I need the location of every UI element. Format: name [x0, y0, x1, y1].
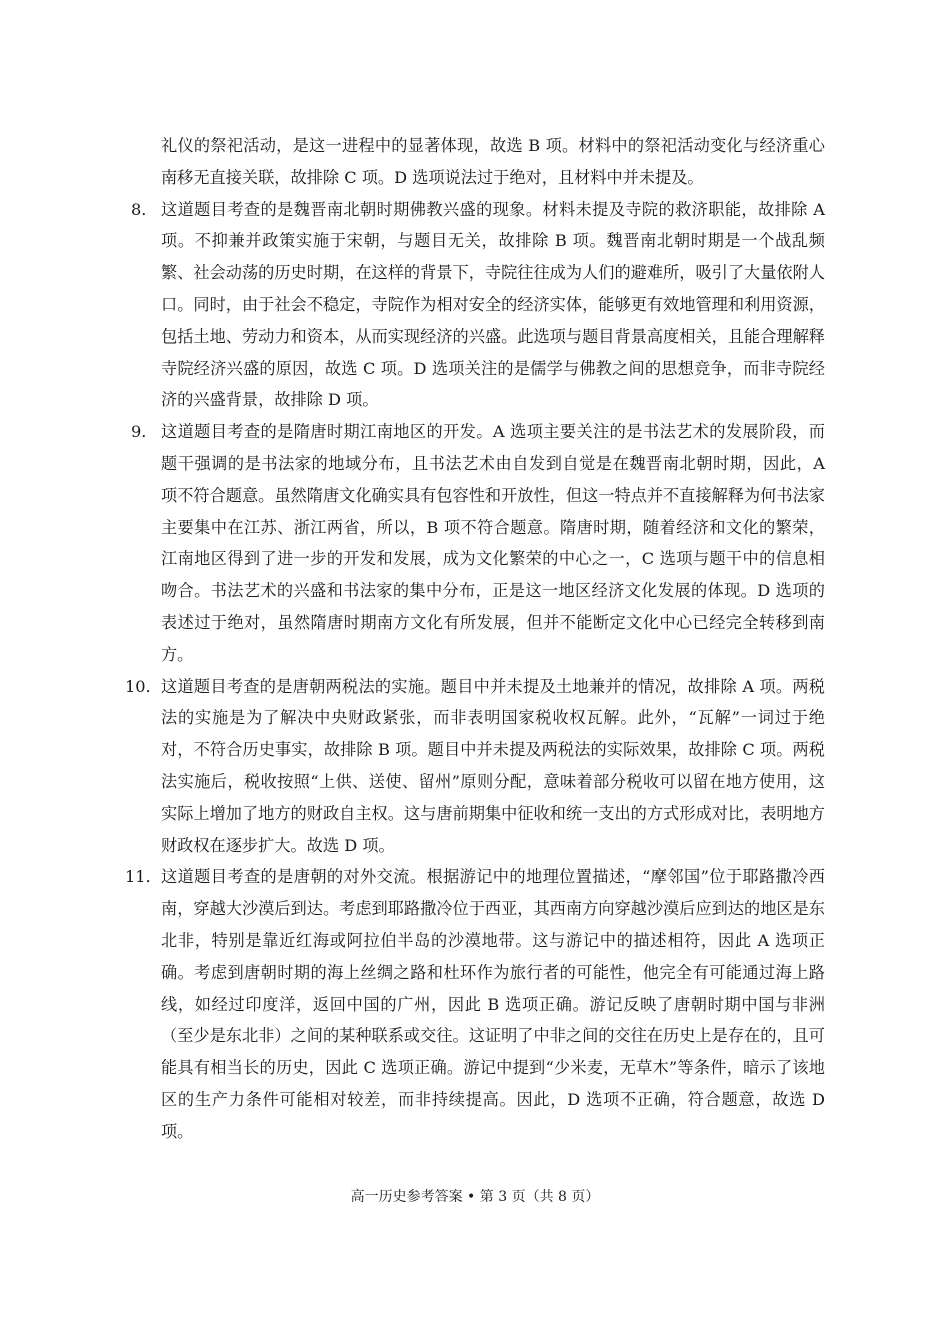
answer-item-10: [125, 671, 825, 862]
continuation-paragraph: 礼仪的祭祀活动，是这一进程中的显著体现，故选 B 项。材料中的祭祀活动变化与经济重心南移无直接关联，故排除 C 项。D 选项说法过于绝对，且材料中并未提及。: [161, 136, 825, 187]
page-footer: 高一历史参考答案 • 第 3 页（共 8 页）: [350, 1189, 600, 1205]
answer-item-9: [131, 416, 825, 670]
answer-text: 这道题目考查的是唐朝两税法的实施。题目中并未提及土地兼并的情况，故排除 A 项。两税法的实施是为了解决中央财政紧张，而非表明国家税收权瓦解。此外，“瓦解”一词过于绝对，不符合历史事实，故排除 B 项。题目中并未提及两税法的实际效果，故排除 C 项。两税法实施后，税收按照“上供、送使、留州”原则分配，意味着部分税收可以留在地方使用，这实际上增加了地方的财政自主权。这与唐前期集中征收和统一支出的方式形成对比，表明地方财政权在逐步扩大。故选 D 项。: [161, 676, 825, 855]
answer-number: 10．: [125, 676, 162, 696]
answer-number: 11．: [125, 867, 162, 887]
answer-item-11: [125, 861, 825, 1147]
answer-item-8: [131, 194, 825, 417]
answer-number: 9．: [131, 422, 158, 442]
answer-text: 这道题目考查的是隋唐时期江南地区的开发。A 选项主要关注的是书法艺术的发展阶段，而题干强调的是书法家的地域分布，且书法艺术由自发到自觉是在魏晋南北朝时期，因此，A 项不符合题意。虽然隋唐文化确实具有包容性和开放性，但这一特点并不直接解释为何书法家主要集中在江苏、浙江两省，所以，B 项不符合题意。隋唐时期，随着经济和文化的繁荣，江南地区得到了进一步的开发和发展，成为文化繁荣的中心之一，C 选项与题干中的信息相吻合。书法艺术的兴盛和书法家的集中分布，正是这一地区经济文化发展的体现。D 选项的表述过于绝对，虽然隋唐时期南方文化有所发展，但并不能断定文化中心已经完全转移到南方。: [161, 422, 825, 664]
answer-number: 8．: [131, 199, 158, 219]
answer-text: 这道题目考查的是魏晋南北朝时期佛教兴盛的现象。材料未提及寺院的救济职能，故排除 A 项。不抑兼并政策实施于宋朝，与题目无关，故排除 B 项。魏晋南北朝时期是一个战乱频繁、社会动荡的历史时期，在这样的背景下，寺院往往成为人们的避难所，吸引了大量依附人口。同时，由于社会不稳定，寺院作为相对安全的经济实体，能够更有效地管理和利用资源，包括土地、劳动力和资本，从而实现经济的兴盛。此选项与题目背景高度相关，且能合理解释寺院经济兴盛的原因，故选 C 项。D 选项关注的是儒学与佛教之间的思想竞争，而非寺院经济的兴盛背景，故排除 D 项。: [161, 199, 825, 410]
answer-body: [125, 130, 825, 1148]
answer-text: 这道题目考查的是唐朝的对外交流。根据游记中的地理位置描述，“摩邻国”位于耶路撒冷西南，穿越大沙漠后到达。考虑到耶路撒冷位于西亚，其西南方向穿越沙漠后应到达的地区是东北非，特别是靠近红海或阿拉伯半岛的沙漠地带。这与游记中的描述相符，因此 A 选项正确。考虑到唐朝时期的海上丝绸之路和杜环作为旅行者的可能性，他完全有可能通过海上路线，如经过印度洋，返回中国的广州，因此 B 选项正确。游记反映了唐朝时期中国与非洲（至少是东北非）之间的某种联系或交往。这证明了中非之间的交往在历史上是存在的，且可能具有相当长的历史，因此 C 选项正确。游记中提到“少米麦，无草木”等条件，暗示了该地区的生产力条件可能相对较差，而非持续提高。因此，D 选项不正确，符合题意，故选 D 项。: [161, 867, 825, 1141]
